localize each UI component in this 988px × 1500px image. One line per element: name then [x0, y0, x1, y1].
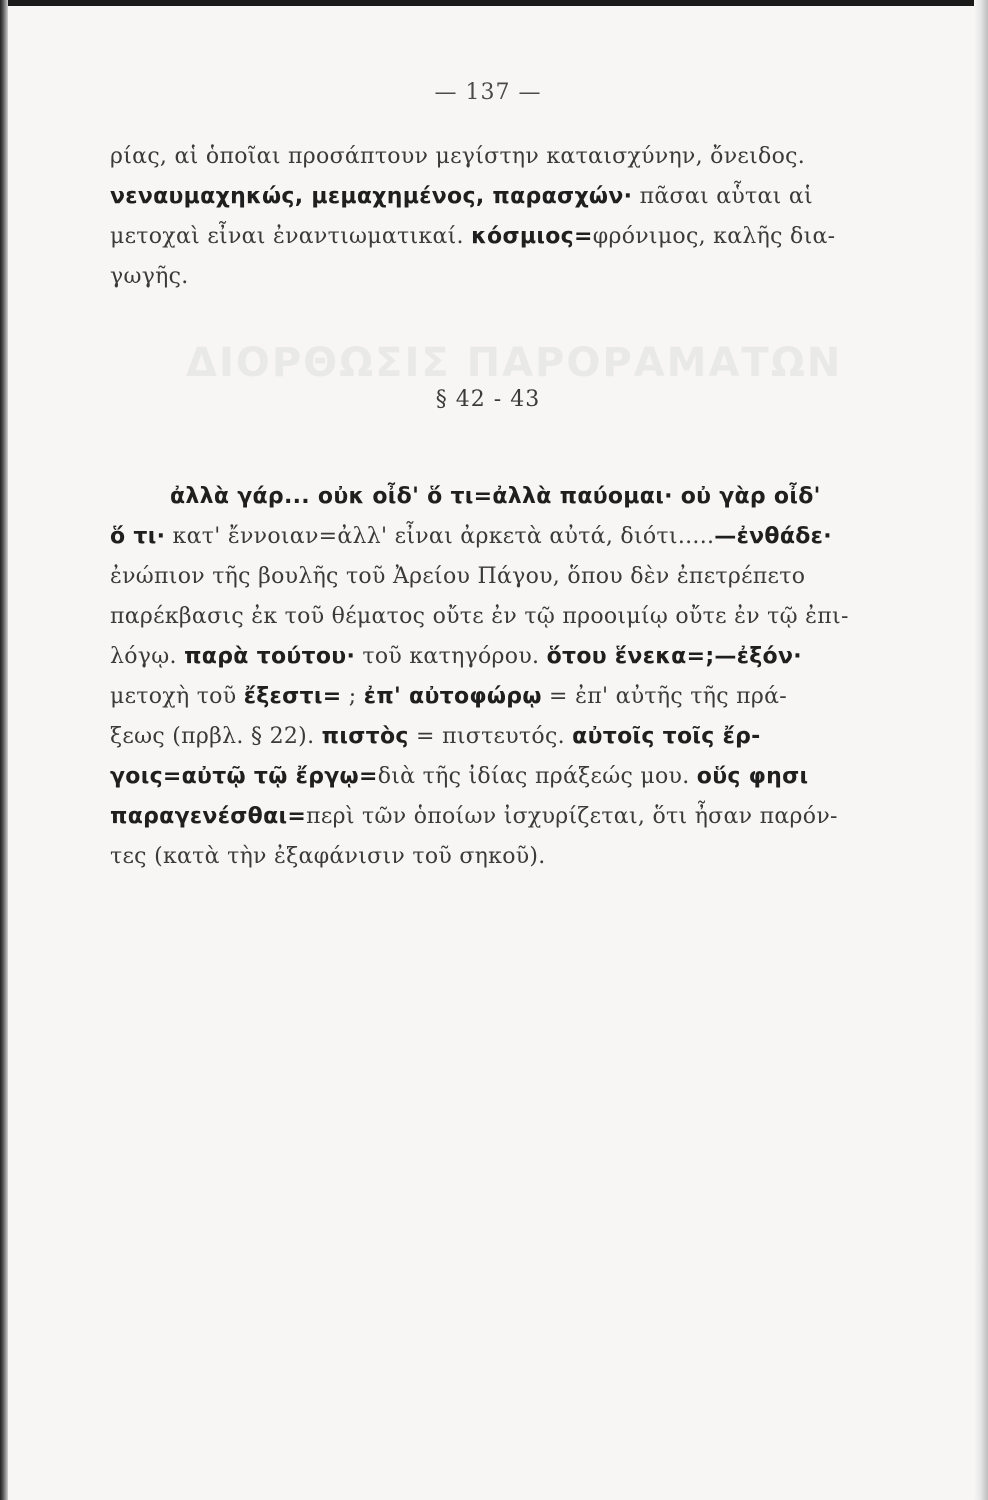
gloss-text: κατ' ἔννοιαν=ἀλλ' εἶναι ἀρκετὰ αὐτά, διότι..... — [165, 524, 715, 549]
show-through-heading: ΔΙΟΡΘΩΣΙΣ ΠΑΡΟΡΑΜΑΤΩΝ — [186, 340, 843, 386]
bold-term: πιστὸς — [321, 724, 409, 749]
gloss-text: περὶ τῶν ὁποίων ἰσχυρίζεται, ὅτι ἦσαν παρόν- — [306, 804, 838, 829]
bold-term: κόσμιος= — [471, 224, 593, 249]
bold-term: ἐπ' αὐτοφώρῳ — [363, 684, 542, 709]
bold-term: ἀλλὰ γάρ... οὐκ οἶδ' ὅ τι=ἀλλὰ παύομαι· οὐ γὰρ οἶδ' — [170, 484, 821, 509]
text-line — [110, 762, 878, 792]
bold-term: —ἐνθάδε· — [714, 524, 832, 549]
page-edge-right — [974, 0, 988, 1500]
gloss-text: = ἐπ' αὐτῆς τῆς πρά- — [541, 684, 788, 709]
bold-term: νεναυμαχηκώς, μεμαχημένος, παρασχών· — [110, 184, 633, 209]
section-heading: § 42 - 43 — [435, 387, 541, 412]
text-line — [110, 562, 878, 592]
text-line — [110, 142, 878, 172]
text-line — [110, 682, 878, 712]
gloss-text: παρέκβασις ἐκ τοῦ θέματος οὔτε ἐν τῷ προοιμίῳ οὔτε ἐν τῷ ἐπι- — [110, 604, 849, 629]
scan-border-left — [0, 0, 8, 1500]
text-line — [110, 222, 878, 252]
gloss-text: τοῦ κατηγόρου. — [355, 644, 547, 669]
bold-term: παρὰ τούτου· — [184, 644, 356, 669]
text-line — [110, 802, 878, 832]
bold-term: παραγενέσθαι= — [110, 804, 307, 829]
gloss-text: = πιστευτός. — [408, 724, 573, 749]
bold-term: ὅτου ἕνεκα=;—ἐξόν· — [546, 644, 802, 669]
text-line — [110, 842, 878, 872]
bold-term: γοις=αὐτῷ τῷ ἔργῳ= — [110, 764, 378, 789]
gloss-text: ; — [341, 684, 364, 709]
gloss-text: λόγῳ. — [110, 644, 185, 669]
gloss-text: μετοχὴ τοῦ — [110, 684, 244, 709]
bold-term: οὕς φησι — [696, 764, 809, 789]
gloss-text: τες (κατὰ τὴν ἐξαφάνισιν τοῦ σηκοῦ). — [110, 844, 546, 869]
gloss-text: ξεως (πρβλ. § 22). — [110, 724, 322, 749]
gloss-text: ἐνώπιον τῆς βουλῆς τοῦ Ἀρείου Πάγου, ὅπου δὲν ἐπετρέπετο — [110, 564, 806, 589]
text-line — [170, 482, 938, 512]
text-line — [110, 722, 878, 752]
book-page — [8, 6, 974, 1500]
text-line — [110, 642, 878, 672]
gloss-text: γωγῆς. — [110, 264, 189, 289]
text-line — [110, 602, 878, 632]
bold-term: ἔξεστι= — [243, 684, 342, 709]
gloss-text: ρίας, αἱ ὁποῖαι προσάπτουν μεγίστην καταισχύνην, ὄνειδος. — [110, 144, 806, 169]
gloss-text: μετοχαὶ εἶναι ἐναντιωματικαί. — [110, 224, 472, 249]
text-line — [110, 182, 878, 212]
gloss-text: φρόνιμος, καλῆς δια- — [592, 224, 836, 249]
text-line — [110, 522, 878, 552]
gloss-text: διὰ τῆς ἰδίας πράξεώς μου. — [377, 764, 697, 789]
page-number: — 137 — — [434, 80, 542, 105]
bold-term: ὅ τι· — [110, 524, 166, 549]
gloss-text: πᾶσαι αὗται αἱ — [632, 184, 813, 209]
text-line — [110, 262, 878, 292]
bold-term: αὐτοῖς τοῖς ἔρ- — [572, 724, 761, 749]
